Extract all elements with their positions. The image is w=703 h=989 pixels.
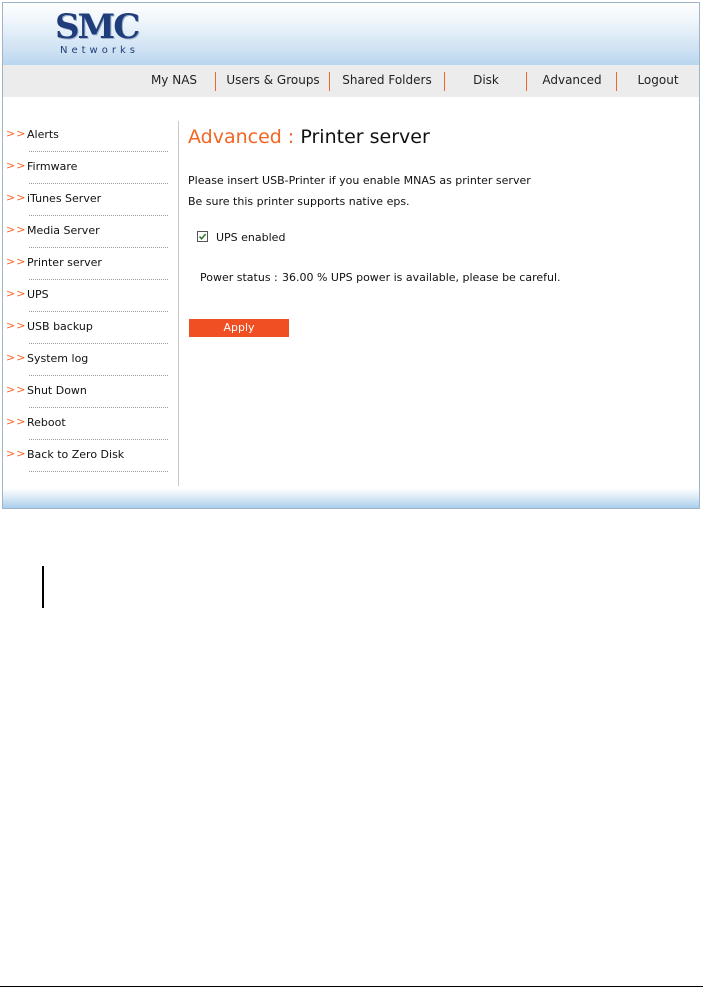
nav-shared-folders[interactable]: Shared Folders — [342, 73, 432, 87]
logo-subtext: Networks — [60, 45, 139, 56]
main-content — [188, 121, 688, 481]
sidebar-item-reboot[interactable] — [3, 413, 173, 445]
ups-enabled-checkbox[interactable] — [197, 231, 208, 242]
chevron-right-icon: >> — [6, 415, 27, 428]
sidebar-item-label: Firmware — [27, 160, 78, 173]
chevron-right-icon: >> — [6, 127, 27, 140]
sidebar-item-ups[interactable] — [3, 285, 173, 317]
top-navigation — [3, 65, 699, 97]
dotted-divider — [29, 375, 168, 376]
chevron-right-icon: >> — [6, 287, 27, 300]
nav-separator — [215, 72, 216, 91]
logo-mark: SMC — [55, 7, 139, 47]
chevron-right-icon: >> — [6, 159, 27, 172]
dotted-divider — [29, 215, 168, 216]
chevron-right-icon: >> — [6, 351, 27, 364]
sidebar-item-label: Media Server — [27, 224, 100, 237]
sidebar-item-usb-backup[interactable] — [3, 317, 173, 349]
dotted-divider — [29, 343, 168, 344]
nav-separator — [444, 72, 445, 91]
sidebar-item-back-to-zero-disk[interactable] — [3, 445, 173, 477]
sidebar-menu — [3, 121, 179, 486]
dotted-divider — [29, 183, 168, 184]
sidebar-item-label: Printer server — [27, 256, 102, 269]
sidebar-item-itunes-server[interactable] — [3, 189, 173, 221]
chevron-right-icon: >> — [6, 223, 27, 236]
power-status-label: Power status : — [200, 271, 278, 284]
chevron-right-icon: >> — [6, 447, 27, 460]
sidebar-item-firmware[interactable] — [3, 157, 173, 189]
dotted-divider — [29, 439, 168, 440]
apply-button[interactable]: Apply — [189, 319, 289, 337]
nav-advanced[interactable]: Advanced — [542, 73, 602, 87]
dotted-divider — [29, 279, 168, 280]
nav-users-groups[interactable]: Users & Groups — [226, 73, 320, 87]
sidebar-item-label: Shut Down — [27, 384, 87, 397]
header-banner — [3, 3, 699, 65]
footer-bar — [3, 488, 699, 508]
text-cursor — [42, 566, 44, 608]
title-separator: : — [281, 126, 295, 148]
page-title — [188, 126, 430, 148]
sidebar-item-alerts[interactable] — [3, 125, 173, 157]
nav-disk[interactable]: Disk — [473, 73, 499, 87]
check-icon — [198, 232, 207, 241]
info-message: Please insert USB-Printer if you enable MNAS as printer server — [188, 174, 531, 187]
nav-my-nas[interactable]: My NAS — [150, 73, 198, 87]
dotted-divider — [29, 151, 168, 152]
info-message-secondary: Be sure this printer supports native eps. — [188, 195, 410, 208]
smc-logo — [55, 7, 159, 59]
chevron-right-icon: >> — [6, 255, 27, 268]
chevron-right-icon: >> — [6, 319, 27, 332]
dotted-divider — [29, 311, 168, 312]
sidebar-item-label: Reboot — [27, 416, 66, 429]
sidebar-item-printer-server[interactable] — [3, 253, 173, 285]
dotted-divider — [29, 471, 168, 472]
chevron-right-icon: >> — [6, 383, 27, 396]
nav-separator — [526, 72, 527, 91]
sidebar-item-system-log[interactable] — [3, 349, 173, 381]
sidebar-item-label: Back to Zero Disk — [27, 448, 125, 461]
dotted-divider — [29, 247, 168, 248]
ups-enabled-label: UPS enabled — [216, 231, 286, 244]
dotted-divider — [29, 407, 168, 408]
sidebar-item-label: System log — [27, 352, 89, 365]
sidebar-item-label: iTunes Server — [27, 192, 102, 205]
nav-separator — [616, 72, 617, 91]
title-section: Advanced — [188, 126, 282, 148]
sidebar-item-label: UPS — [27, 288, 49, 301]
nas-admin-frame — [2, 2, 700, 509]
sidebar-item-label: Alerts — [27, 128, 59, 141]
title-page: Printer server — [300, 126, 430, 148]
nav-separator — [329, 72, 330, 91]
chevron-right-icon: >> — [6, 191, 27, 204]
sidebar-item-media-server[interactable] — [3, 221, 173, 253]
nav-logout[interactable]: Logout — [637, 73, 679, 87]
sidebar-item-shut-down[interactable] — [3, 381, 173, 413]
power-status-value: 36.00 % UPS power is available, please be careful. — [282, 271, 561, 284]
sidebar-item-label: USB backup — [27, 320, 93, 333]
page-bottom-rule — [0, 986, 703, 987]
